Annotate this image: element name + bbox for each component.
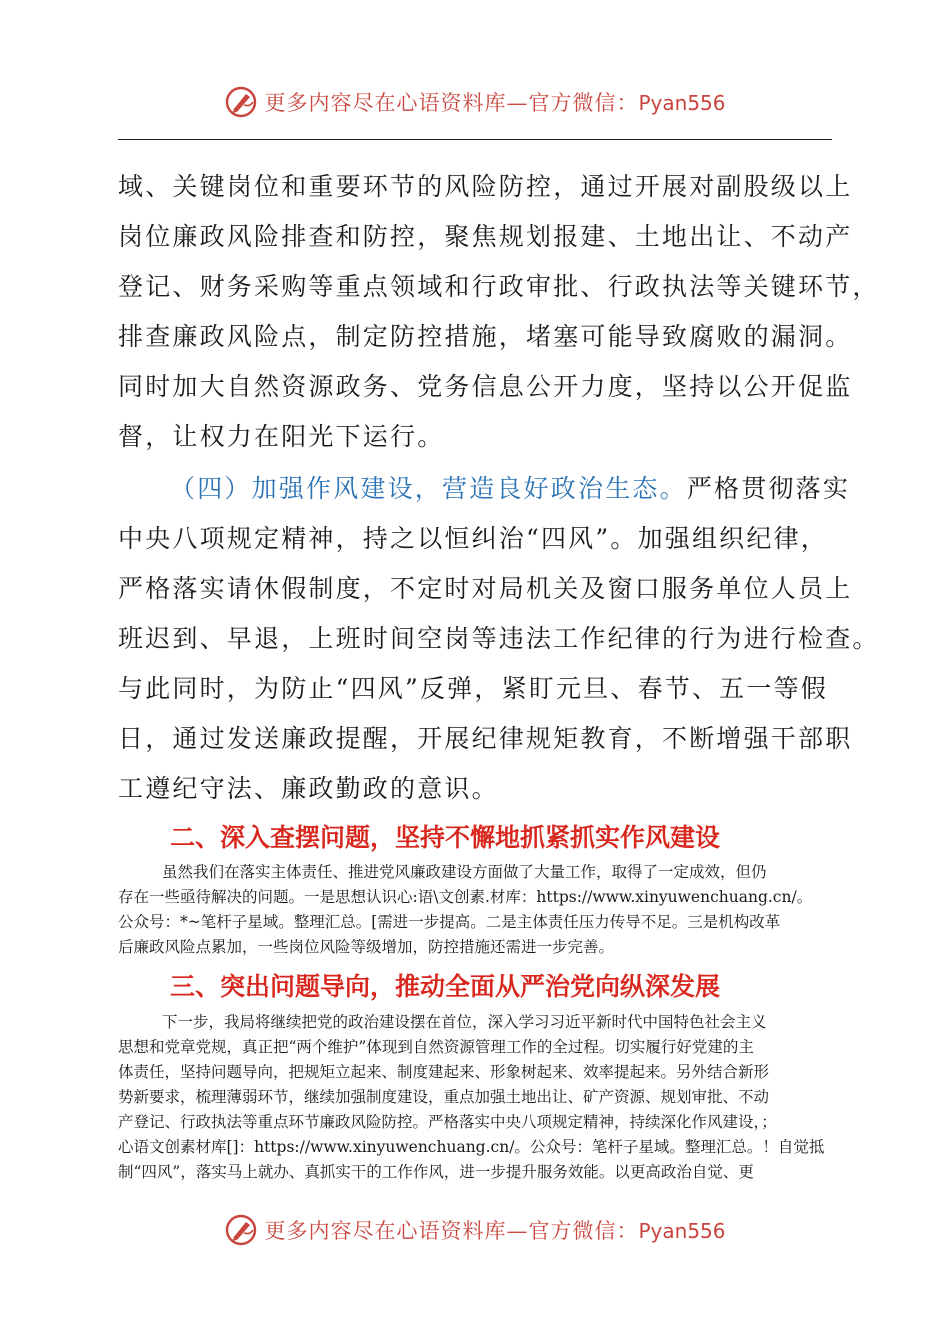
paragraph-line: 岗位廉政风险排查和防控，聚焦规划报建、土地出让、不动产 [118, 222, 853, 251]
subheading-four: （四）加强作风建设，营造良好政治生态。 [170, 474, 687, 503]
paragraph-line: 公众号：*~笔杆子星域。整理汇总。[需进一步提高。二是主体责任压力传导不足。三是机构改革 [118, 913, 781, 931]
paragraph-line: 势新要求，梳理薄弱环节，继续加强制度建设，重点加强土地出让、矿产资源、规划审批、不动 [118, 1088, 770, 1106]
paragraph-line: 制“四风”，落实马上就办、真抓实干的工作作风，进一步提升服务效能。以更高政治自觉、更 [118, 1163, 754, 1181]
paragraph-line: 严格落实请休假制度，不定时对局机关及窗口服务单位人员上 [118, 574, 853, 603]
banner-text: 更多内容尽在心语资料库—官方微信：Pyan556 [264, 1219, 726, 1243]
paragraph-line: 产登记、行政执法等重点环节廉政风险防控。严格落实中央八项规定精神，持续深化作风建设，； [118, 1113, 777, 1131]
brush-pen-logo-icon [224, 85, 258, 119]
paragraph-line: 思想和党章党规，真正把“两个维护”体现到自然资源管理工作的全过程。切实履行好党建的主 [118, 1038, 754, 1056]
paragraph-line: 与此同时，为防止“四风”反弹，紧盯元旦、春节、五一等假 [118, 674, 828, 703]
paragraph-line: 工遵纪守法、廉政勤政的意识。 [118, 774, 499, 803]
section-2-body [118, 860, 836, 960]
section-3-body [118, 1010, 836, 1185]
paragraph-line: 中央八项规定精神，持之以恒纠治“四风”。加强组织纪律， [118, 524, 828, 553]
banner-wechat-id: Pyan556 [638, 1219, 726, 1243]
header-divider [118, 139, 832, 140]
paragraph-line: 班迟到、早退，上班时间空岗等违法工作纪律的行为进行检查。 [118, 624, 880, 653]
paragraph-line: 虽然我们在落实主体责任、推进党风廉政建设方面做了大量工作，取得了一定成效，但仍 [162, 863, 767, 881]
header-banner [0, 80, 950, 124]
paragraph-line: 登记、财务采购等重点领域和行政审批、行政执法等关键环节， [118, 272, 880, 301]
brush-pen-logo-icon [224, 1213, 258, 1247]
paragraph-line: 日，通过发送廉政提醒，开展纪律规矩教育，不断增强干部职 [118, 724, 853, 753]
banner-text: 更多内容尽在心语资料库—官方微信：Pyan556 [264, 91, 726, 115]
paragraph-line: 同时加大自然资源政务、党务信息公开力度，坚持以公开促监 [118, 372, 853, 401]
paragraph-line: 后廉政风险点累加，一些岗位风险等级增加，防控措施还需进一步完善。 [118, 938, 615, 956]
paragraph-line: 存在一些亟待解决的问题。一是思想认识心:语\文创素.材库：https://www.xinyuwenchuang.cn/。 [118, 888, 813, 906]
banner-wechat-id: Pyan556 [638, 91, 726, 115]
paragraph-first-line [118, 464, 851, 514]
paragraph-line: 督，让权力在阳光下运行。 [118, 422, 445, 451]
section-2-heading: 二、深入查摆问题，坚持不懈地抓紧抓实作风建设 [170, 823, 721, 852]
paragraph-line-rest: 严格贯彻落实 [686, 474, 851, 503]
footer-banner [0, 1208, 950, 1252]
paragraph-line: 下一步，我局将继续把党的政治建设摆在首位，深入学习习近平新时代中国特色社会主义 [162, 1013, 767, 1031]
paragraph-1 [118, 162, 880, 462]
paragraph-line: 域、关键岗位和重要环节的风险防控，通过开展对副股级以上 [118, 172, 853, 201]
paragraph-line: 心语文创素材库[]：https://www.xinyuwenchuang.cn/。公众号：笔杆子星域。整理汇总。！自觉抵 [118, 1138, 825, 1156]
paragraph-line: 排查廉政风险点，制定防控措施，堵塞可能导致腐败的漏洞。 [118, 322, 853, 351]
paragraph-line: 体责任，坚持问题导向，把规矩立起来、制度建起来、形象树起来、效率提起来。另外结合新形 [118, 1063, 770, 1081]
section-3-heading: 三、突出问题导向，推动全面从严治党向纵深发展 [170, 972, 721, 1001]
paragraph-2 [118, 464, 880, 814]
